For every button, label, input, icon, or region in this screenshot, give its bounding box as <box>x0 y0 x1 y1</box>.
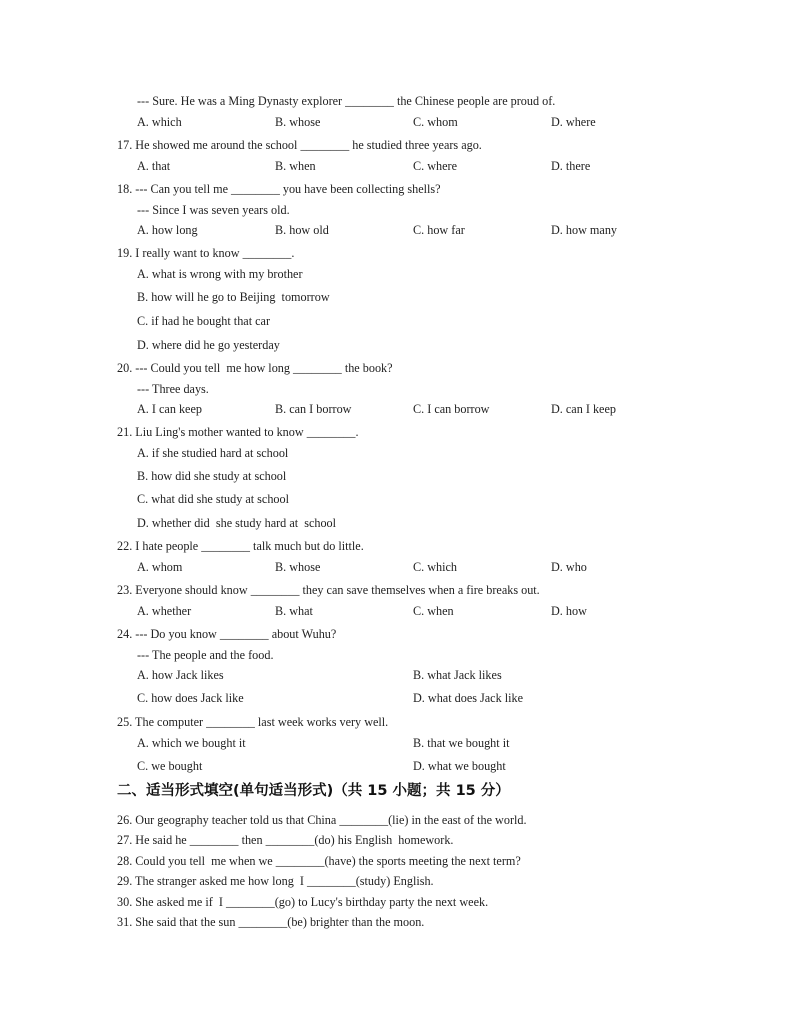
q23-option-c: C. when <box>413 604 454 618</box>
q17-option-d: D. there <box>551 159 591 173</box>
q16-option-c: C. whom <box>413 115 458 129</box>
q20-stem: 20. --- Could you tell me how long ________ the book? <box>117 361 393 375</box>
q29-stem: 29. The stranger asked me how long I ________(study) English. <box>117 874 434 888</box>
q22-option-b: B. whose <box>275 560 321 574</box>
q20-option-d: D. can I keep <box>551 402 616 416</box>
q17-option-b: B. when <box>275 159 316 173</box>
q16-option-a: A. which <box>137 115 182 129</box>
q30-stem: 30. She asked me if I ________(go) to Lucy's birthday party the next week. <box>117 895 489 909</box>
q21-option-d: D. whether did she study hard at school <box>137 516 337 530</box>
q23-option-a: A. whether <box>137 604 192 618</box>
q26-stem: 26. Our geography teacher told us that China ________(lie) in the east of the world. <box>117 813 527 827</box>
q23-option-b: B. what <box>275 604 313 618</box>
q20-option-c: C. I can borrow <box>413 402 490 416</box>
q18-option-a: A. how long <box>137 223 198 237</box>
q18-option-b: B. how old <box>275 223 329 237</box>
q18-option-c: C. how far <box>413 223 465 237</box>
q18-stem: 18. --- Can you tell me ________ you have been collecting shells? <box>117 182 441 196</box>
q25-option-a: A. which we bought it <box>137 736 246 750</box>
section-2-heading: 二、适当形式填空(单句适当形式)（共 15 小题；共 15 分） <box>117 783 510 799</box>
q21-option-b: B. how did she study at school <box>137 469 287 483</box>
q21-stem: 21. Liu Ling's mother wanted to know ________. <box>117 425 359 439</box>
q19-option-c: C. if had he bought that car <box>137 314 271 328</box>
q25-option-c: C. we bought <box>137 759 203 773</box>
q24-reply: --- The people and the food. <box>137 648 274 662</box>
q19-stem: 19. I really want to know ________. <box>117 246 295 260</box>
q24-option-b: B. what Jack likes <box>413 668 502 682</box>
q25-option-d: D. what we bought <box>413 759 506 773</box>
q22-stem: 22. I hate people ________ talk much but do little. <box>117 539 364 553</box>
q20-option-a: A. I can keep <box>137 402 202 416</box>
q23-option-d: D. how <box>551 604 587 618</box>
q22-option-c: C. which <box>413 560 458 574</box>
q21-option-a: A. if she studied hard at school <box>137 446 289 460</box>
q21-option-c: C. what did she study at school <box>137 492 289 506</box>
q20-reply: --- Three days. <box>137 382 209 396</box>
q22-option-d: D. who <box>551 560 587 574</box>
q28-stem: 28. Could you tell me when we ________(have) the sports meeting the next term? <box>117 854 521 868</box>
q16-stem-line: --- Sure. He was a Ming Dynasty explorer ________ the Chinese people are proud of. <box>137 94 556 108</box>
q24-stem: 24. --- Do you know ________ about Wuhu? <box>117 627 337 641</box>
q24-option-c: C. how does Jack like <box>137 691 244 705</box>
q17-stem: 17. He showed me around the school ________ he studied three years ago. <box>117 138 482 152</box>
q25-option-b: B. that we bought it <box>413 736 510 750</box>
q17-option-c: C. where <box>413 159 457 173</box>
q18-option-d: D. how many <box>551 223 618 237</box>
q18-reply: --- Since I was seven years old. <box>137 203 290 217</box>
q20-option-b: B. can I borrow <box>275 402 352 416</box>
q19-option-a: A. what is wrong with my brother <box>137 267 303 281</box>
q25-stem: 25. The computer ________ last week works very well. <box>117 715 389 729</box>
q19-option-b: B. how will he go to Beijing tomorrow <box>137 290 330 304</box>
q17-option-a: A. that <box>137 159 171 173</box>
q31-stem: 31. She said that the sun ________(be) brighter than the moon. <box>117 915 425 929</box>
q19-option-d: D. where did he go yesterday <box>137 338 280 352</box>
q23-stem: 23. Everyone should know ________ they can save themselves when a fire breaks out. <box>117 583 540 597</box>
q24-option-d: D. what does Jack like <box>413 691 523 705</box>
q16-option-d: D. where <box>551 115 596 129</box>
q22-option-a: A. whom <box>137 560 183 574</box>
q16-option-b: B. whose <box>275 115 321 129</box>
q27-stem: 27. He said he ________ then ________(do) his English homework. <box>117 833 454 847</box>
q24-option-a: A. how Jack likes <box>137 668 224 682</box>
